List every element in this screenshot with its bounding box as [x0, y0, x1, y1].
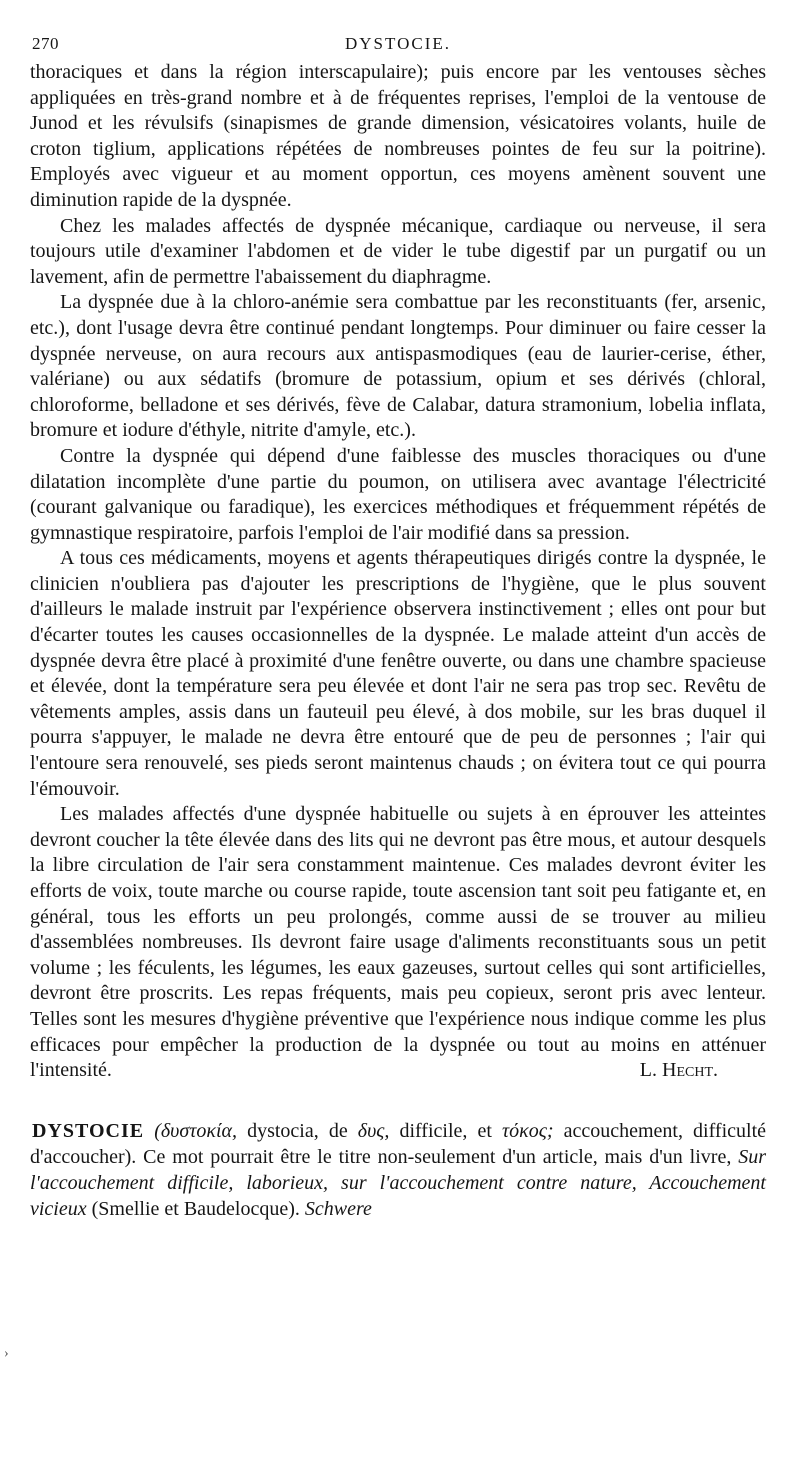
entry-italic-german: Schwere — [304, 1197, 372, 1220]
entry-text: difficile, et — [389, 1119, 502, 1142]
entry-greek-etymology: (δυστοκία, — [154, 1119, 238, 1142]
entry-text: (Smellie et Baudelocque). — [86, 1197, 305, 1220]
paragraph: A tous ces médicaments, moyens et agents thérapeutiques dirigés contre la dyspnée, le clinicien n'oubliera pas d'ajouter les prescriptions de l'hygiène, que le plus souvent d'ailleurs le malade instruit par l'expérience observera instinctivement ; elles ont pour but d'écarter toutes les causes occasionnelles de la dyspnée. Le malade atteint d'un accès de dyspnée devra être placé à proximité d'une fenêtre ouverte, ou dans une chambre spacieuse et élevée, dont la température sera peu élevée et dont l'air ne sera pas trop sec. Revêtu de vêtements amples, assis dans un fauteuil peu élevé, à dos mobile, sur les bras duquel il pourra s'appuyer, le malade ne devra être entouré que de peu de personnes ; l'air qui l'entoure sera renouvelé, ses pieds seront maintenus chauds ; on évitera tout ce qui pourra l'émouvoir. — [30, 547, 766, 800]
page-header — [30, 30, 766, 60]
entry-greek-tokos: τόκος; — [501, 1119, 554, 1142]
paragraph: thoraciques et dans la région interscapulaire); puis encore par les ventouses sèches appliquées en très-grand nombre et à de fréquentes reprises, l'emploi de la ventouse de Junod et les révulsifs (sinapismes de grande dimension, vésicatoires volants, huile de croton tiglium, applications répétées de nombreuses pointes de feu sur la poitrine). Employés avec vigueur et au moment opportun, ces moyens amènent souvent une diminution rapide de la dyspnée. — [30, 61, 766, 211]
entry-text: accouchement, difficulté d'accoucher). Ce mot pourrait être le titre non-seulement d'un article, mais d'un livre, — [30, 1119, 766, 1168]
document-page — [30, 30, 766, 1242]
article-body — [30, 60, 766, 1084]
running-title: DYSTOCIE. — [345, 34, 451, 53]
margin-mark: › — [4, 1346, 9, 1361]
entry-greek-dys: δυς, — [357, 1119, 390, 1142]
author-signature: L. Hecht. — [639, 1059, 718, 1082]
dictionary-entry — [30, 1118, 766, 1222]
paragraph: Les malades affectés d'une dyspnée habituelle ou sujets à en éprouver les atteintes devront coucher la tête élevée dans des lits qui ne devront pas être mous, et autour desquels la libre circulation de l'air sera constamment maintenue. Ces malades devront éviter les efforts de voix, toute marche ou course rapide, toute ascension tant soit peu fatigante et, en général, tous les efforts un peu prolongés, comme aussi de se trouver au milieu d'assemblées nombreuses. Ils devront faire usage d'aliments reconstituants sous un petit volume ; les féculents, les légumes, les eaux gazeuses, surtout celles qui sont artificielles, devront être proscrits. Les repas fréquents, mais peu copieux, seront pris avec lenteur. Telles sont les mesures d'hygiène préventive que l'expérience nous indique comme les plus efficaces pour empêcher la production de la dyspnée ou tout au moins en atténuer l'intensité. — [30, 803, 766, 1082]
paragraph: La dyspnée due à la chloro-anémie sera combattue par les reconstituants (fer, arsenic, etc.), dont l'usage devra être continué pendant longtemps. Pour diminuer ou faire cesser la dyspnée nerveuse, on aura recours aux antispasmodiques (eau de laurier-cerise, éther, valériane) ou aux sédatifs (bromure de potassium, opium et ses dérivés (chloral, chloroforme, belladone et ses dérivés, fève de Calabar, datura stramonium, lobelia inflata, bromure et iodure d'éthyle, nitrite d'amyle, etc.). — [30, 291, 766, 442]
entry-text: dystocia, de — [237, 1119, 358, 1142]
paragraph: Chez les malades affectés de dyspnée mécanique, cardiaque ou nerveuse, il sera toujours utile d'examiner l'abdomen et de vider le tube digestif par un purgatif ou un lavement, afin de permettre l'abaissement du diaphragme. — [30, 214, 766, 288]
page-number: 270 — [32, 34, 59, 53]
entry-headword: DYSTOCIE — [32, 1119, 145, 1142]
entry-italic-titles: Sur l'accouchement difficile, laborieux, sur l'accouchement contre nature, Accouchement vicieux — [30, 1145, 766, 1220]
paragraph: Contre la dyspnée qui dépend d'une faiblesse des muscles thoraciques ou d'une dilatation incomplète d'une partie du poumon, on utilisera avec avantage l'électricité (courant galvanique ou faradique), les exercices méthodiques et fréquemment répétés de gymnastique respiratoire, parfois l'emploi de l'air modifié dans sa pression. — [30, 444, 766, 544]
